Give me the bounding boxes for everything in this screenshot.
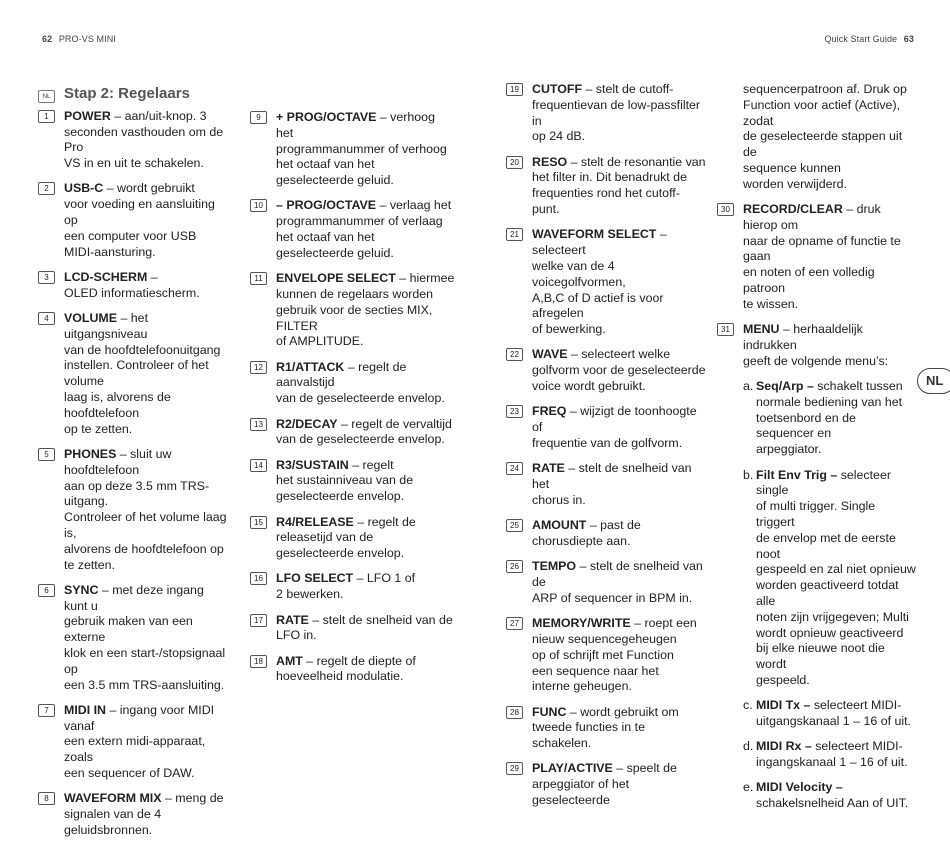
control-text: – stelt de resonantie van het filter in. Dit benadrukt de frequenties rond het cutoff-punt. <box>532 154 706 217</box>
item-number-badge: 25 <box>506 519 523 532</box>
control-list-1 <box>38 109 230 839</box>
item-number-badge: 16 <box>250 572 267 585</box>
control-item-25 <box>506 518 706 550</box>
control-name: LFO SELECT <box>276 571 354 586</box>
control-text: – regelt de vervaltijd van de geselecteerde envelop. <box>276 416 452 447</box>
control-name: CUTOFF <box>532 82 583 96</box>
control-item-23 <box>506 404 706 451</box>
control-text: – wordt gebruikt om tweede functies in te schakelen. <box>532 704 679 751</box>
item-description <box>276 515 455 562</box>
section-heading <box>38 86 230 103</box>
control-text: – verhoog het programmanummer of verhoog het octaaf van het geselecteerde geluid. <box>276 110 447 188</box>
item-number-badge: 8 <box>38 792 55 805</box>
item-number-badge: 4 <box>38 312 55 325</box>
item-number-badge: 2 <box>38 182 55 195</box>
item-description <box>64 583 230 694</box>
control-list-2 <box>250 110 455 685</box>
control-item-24 <box>506 461 706 508</box>
control-text: – aan/uit-knop. 3 seconden vasthouden om de Pro VS in en uit te schakelen. <box>64 108 224 171</box>
item-description <box>64 270 230 302</box>
option-text: schakelsnelheid Aan of UIT. <box>756 796 909 811</box>
control-list-4 <box>717 202 917 369</box>
item-description <box>532 155 706 218</box>
control-item-14 <box>250 458 455 505</box>
item-29-continuation: sequencerpatroon af. Druk op Function voor actief (Active), zodat de geselecteerde stappen uit de sequence kunnen worden verwijderd. <box>743 82 907 191</box>
control-item-15 <box>250 515 455 562</box>
control-text: – druk hierop om naar de opname of functie te gaan en noten of een volledig patroon te wissen. <box>743 202 901 311</box>
item-description <box>276 613 455 645</box>
page-number-right: 63 <box>903 34 914 44</box>
control-name: R3/SUSTAIN <box>276 457 349 472</box>
control-text: – past de chorusdiepte aan. <box>532 518 641 548</box>
option-letter: b. <box>743 467 754 482</box>
item-description <box>64 311 230 437</box>
control-item-8 <box>38 791 230 838</box>
item-number-badge: 21 <box>506 228 523 241</box>
item-description <box>743 202 917 313</box>
control-text: – OLED informatiescherm. <box>64 269 200 300</box>
option-text: selecteert MIDI- uitgangskanaal 1 – 16 of uit. <box>756 698 911 728</box>
control-name: POWER <box>64 108 111 123</box>
control-item-18 <box>250 654 455 686</box>
control-text: – selecteert welke van de 4 voicegolfvormen, A,B,C of D actief is voor afregelen of bewerking. <box>532 227 667 337</box>
control-name: AMT <box>276 653 303 668</box>
item-description <box>276 360 455 407</box>
option-text: selecteer single of multi trigger. Single triggert de envelop met de eerste noot gespeeld en zal niet opnieuw worden geactiveerd totdat alle noten zijn vrijgegeven; Multi wordt opnieuw geactiveerd bij elke nieuwe noot die wordt gespeeld. <box>756 467 916 687</box>
control-item-28 <box>506 705 706 752</box>
item-number-badge: 9 <box>250 111 267 124</box>
column-3 <box>506 82 706 818</box>
control-item-7 <box>38 703 230 782</box>
item-description <box>64 703 230 782</box>
control-text: – regelt de releasetijd van de geselecteerde envelop. <box>276 514 416 561</box>
item-number-badge: 18 <box>250 655 267 668</box>
control-text: – verlaag het programmanummer of verlaag het octaaf van het geselecteerde geluid. <box>276 198 452 260</box>
option-letter: a. <box>743 379 754 394</box>
control-item-6 <box>38 583 230 694</box>
control-text: – hiermee kunnen de regelaars worden gebruik voor de secties MIX, FILTER of AMPLITUDE. <box>276 271 455 349</box>
control-name: LCD-SCHERM <box>64 269 148 284</box>
control-name: R2/DECAY <box>276 416 338 431</box>
control-text: – ingang voor MIDI vanaf een extern midi-apparaat, zoals een sequencer of DAW. <box>64 702 215 781</box>
control-text: – wordt gebruikt voor voeding en aansluiting op een computer voor USB MIDI-aansturing. <box>64 181 215 259</box>
option-name: MIDI Velocity – <box>756 780 843 795</box>
option-name: Seq/Arp – <box>756 379 814 394</box>
item-description <box>532 227 706 338</box>
control-name: MENU <box>743 322 780 337</box>
control-item-26 <box>506 559 706 606</box>
control-item-16 <box>250 571 455 603</box>
control-item-30 <box>717 202 917 313</box>
control-text: – herhaaldelijk indrukken geeft de volgende menu’s: <box>743 322 889 368</box>
control-text: – regelt het sustainniveau van de geselecteerde envelop. <box>276 457 414 504</box>
control-item-12 <box>250 360 455 407</box>
control-name: PHONES <box>64 446 117 461</box>
item-number-badge: 12 <box>250 361 267 374</box>
control-name: RATE <box>532 461 565 476</box>
menu-sublist <box>717 379 917 812</box>
control-item-21 <box>506 227 706 338</box>
item-number-badge: 29 <box>506 762 523 775</box>
item-description <box>532 559 706 606</box>
option-letter: c. <box>743 698 753 713</box>
control-name: MIDI IN <box>64 702 106 717</box>
control-item-3 <box>38 270 230 302</box>
control-text: – regelt de aanvalstijd van de geselecteerde envelop. <box>276 359 445 406</box>
item-description <box>276 110 455 189</box>
option-text: schakelt tussen normale bediening van het toetsenbord en de sequencer en arpeggiator. <box>756 379 903 457</box>
item-number-badge: 14 <box>250 459 267 472</box>
item-number-badge: 1 <box>38 110 55 123</box>
product-name: PRO-VS MINI <box>58 34 116 44</box>
item-description <box>532 404 706 451</box>
control-text: – wijzigt de toonhoogte of frequentie van de golfvorm. <box>532 404 697 450</box>
option-name: MIDI Tx – <box>756 698 811 713</box>
item-number-badge: 23 <box>506 405 523 418</box>
column-4 <box>717 82 917 821</box>
item-number-badge: 22 <box>506 348 523 361</box>
option-letter: d. <box>743 739 754 754</box>
control-text: – regelt de diepte of hoeveelheid modulatie. <box>276 653 416 684</box>
item-description <box>532 616 706 695</box>
column-1 <box>38 86 230 848</box>
item-number-badge: 13 <box>250 418 267 431</box>
control-name: RESO <box>532 154 568 169</box>
item-description <box>743 322 917 369</box>
control-text: – roept een nieuw sequencegeheugen op of schrijft met Function een sequence naar het interne geheugen. <box>532 616 697 694</box>
item-number-badge: 11 <box>250 272 267 285</box>
option-name: MIDI Rx – <box>756 739 812 754</box>
item-description <box>276 571 455 603</box>
control-text: – sluit uw hoofdtelefoon aan op deze 3.5 mm TRS-uitgang. Controleer of het volume laag is, alvorens de hoofdtelefoon op te zetten. <box>64 446 227 572</box>
control-text: – stelt de cutoff- frequentievan de low-passfilter in op 24 dB. <box>532 82 701 144</box>
item-number-badge: 7 <box>38 704 55 717</box>
item-description <box>64 109 230 172</box>
control-name: WAVEFORM MIX <box>64 791 162 806</box>
item-number-badge: 19 <box>506 83 523 96</box>
menu-option-c <box>717 698 917 730</box>
menu-option-a <box>717 379 917 458</box>
control-name: R1/ATTACK <box>276 359 345 374</box>
language-tag: NL <box>38 90 55 103</box>
control-name: RATE <box>276 612 309 627</box>
menu-option-b <box>717 468 917 689</box>
item-number-badge: 5 <box>38 448 55 461</box>
control-text: – stelt de snelheid van de LFO in. <box>276 612 453 643</box>
control-item-31 <box>717 322 917 369</box>
control-name: TEMPO <box>532 559 577 574</box>
item-description <box>64 447 230 573</box>
item-number-badge: 31 <box>717 323 734 336</box>
control-item-19 <box>506 82 706 145</box>
item-description <box>532 518 706 550</box>
item-number-badge: 30 <box>717 203 734 216</box>
control-item-22 <box>506 347 706 394</box>
control-name: USB-C <box>64 181 104 196</box>
control-item-17 <box>250 613 455 645</box>
control-item-4 <box>38 311 230 437</box>
item-description <box>532 705 706 752</box>
control-text: – stelt de snelheid van het chorus in. <box>532 461 692 507</box>
page-number-left: 62 <box>42 34 53 44</box>
item-description <box>276 271 455 350</box>
control-text: – stelt de snelheid van de ARP of sequencer in BPM in. <box>532 559 703 605</box>
control-text: – selecteert welke golfvorm voor de geselecteerde voice wordt gebruikt. <box>532 347 706 394</box>
item-number-badge: 27 <box>506 617 523 630</box>
control-name: RECORD/CLEAR <box>743 202 843 217</box>
item-number-badge: 20 <box>506 156 523 169</box>
control-name: WAVEFORM SELECT <box>532 227 657 242</box>
item-description <box>276 417 455 449</box>
menu-option-d <box>717 739 917 771</box>
control-name: MEMORY/WRITE <box>532 616 631 631</box>
item-description <box>64 181 230 260</box>
control-text: – meng de signalen van de 4 geluidsbronnen. <box>64 791 224 837</box>
item-description <box>532 82 706 145</box>
item-description <box>64 791 230 838</box>
control-text: – speelt de arpeggiator of het geselecteerde <box>532 761 677 808</box>
page-header-right <box>824 34 918 44</box>
option-name: Filt Env Trig – <box>756 467 838 482</box>
control-item-2 <box>38 181 230 260</box>
control-name: WAVE <box>532 347 568 362</box>
guide-title: Quick Start Guide <box>824 34 898 44</box>
item-description <box>276 654 455 686</box>
control-name: – PROG/OCTAVE <box>276 198 377 213</box>
item-number-badge: 15 <box>250 516 267 529</box>
control-item-27 <box>506 616 706 695</box>
item-description <box>532 347 706 394</box>
control-name: PLAY/ACTIVE <box>532 761 613 776</box>
item-number-badge: 17 <box>250 614 267 627</box>
control-item-5 <box>38 447 230 573</box>
control-item-11 <box>250 271 455 350</box>
item-number-badge: 24 <box>506 462 523 475</box>
option-text: selecteert MIDI- ingangskanaal 1 – 16 of uit. <box>756 739 908 770</box>
column-2 <box>250 110 455 695</box>
item-number-badge: 26 <box>506 560 523 573</box>
item-number-badge: 3 <box>38 271 55 284</box>
control-name: R4/RELEASE <box>276 514 354 529</box>
control-name: FUNC <box>532 704 567 719</box>
language-side-tab: NL <box>917 368 950 394</box>
item-description <box>532 461 706 508</box>
item-description <box>276 458 455 505</box>
item-number-badge: 10 <box>250 199 267 212</box>
control-name: ENVELOPE SELECT <box>276 271 396 286</box>
control-item-29 <box>506 761 706 808</box>
control-name: + PROG/OCTAVE <box>276 110 377 124</box>
control-name: AMOUNT <box>532 518 587 533</box>
menu-option-e <box>717 780 917 812</box>
item-number-badge: 6 <box>38 584 55 597</box>
control-text: – met deze ingang kunt u gebruik maken van een externe klok en een start-/stopsignaal op een 3.5 mm TRS-aansluiting. <box>64 582 226 692</box>
option-letter: e. <box>743 780 754 795</box>
control-list-3 <box>506 82 706 809</box>
control-item-13 <box>250 417 455 449</box>
section-title: Stap 2: Regelaars <box>64 85 190 102</box>
control-name: VOLUME <box>64 311 118 326</box>
control-item-20 <box>506 155 706 218</box>
item-number-badge: 28 <box>506 706 523 719</box>
control-item-10 <box>250 198 455 261</box>
control-name: FREQ <box>532 404 567 419</box>
control-item-9 <box>250 110 455 189</box>
control-name: SYNC <box>64 582 99 597</box>
item-description <box>532 761 706 808</box>
item-description <box>276 198 455 261</box>
page-header-left <box>38 34 116 44</box>
control-text: – het uitgangsniveau van de hoofdtelefoonuitgang instellen. Controleer of het volume laag is, alvorens de hoofdtelefoon op te zetten. <box>64 311 221 436</box>
control-text: – LFO 1 of 2 bewerken. <box>276 571 416 602</box>
control-item-1 <box>38 109 230 172</box>
